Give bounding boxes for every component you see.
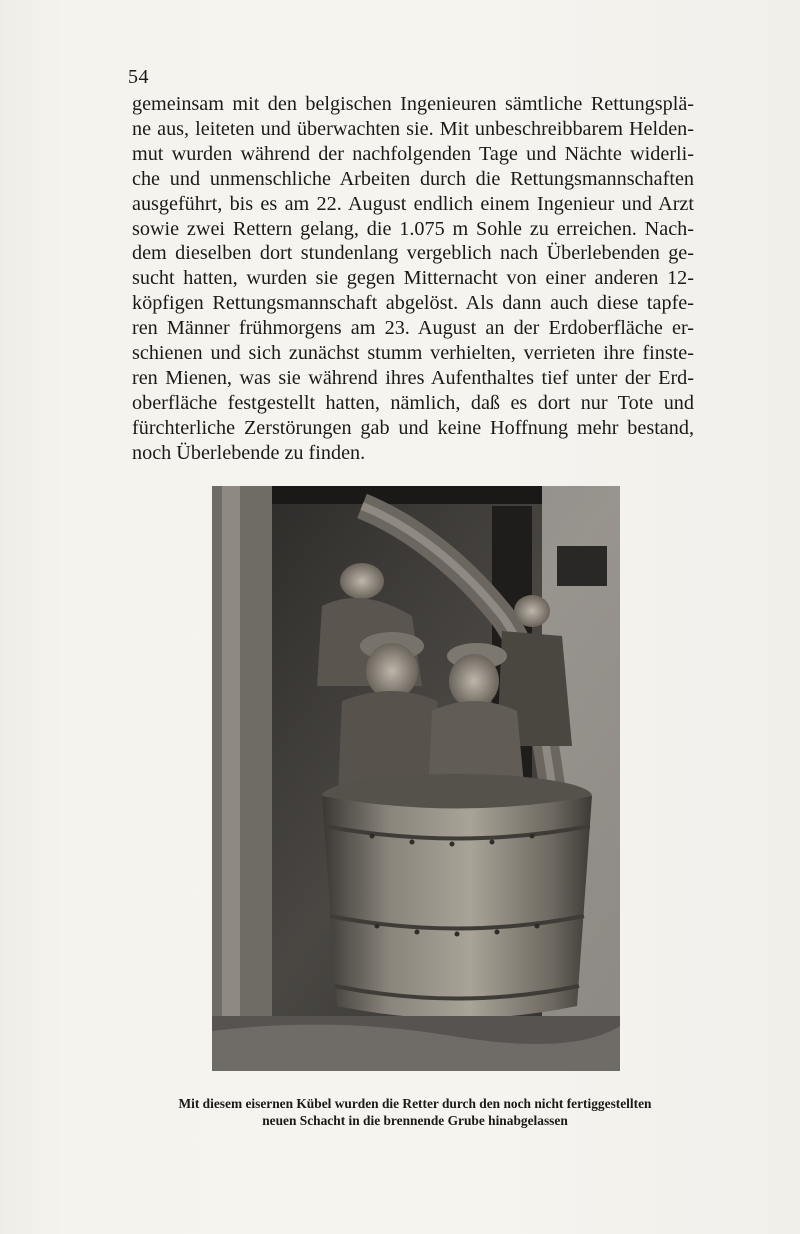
text-line: gemeinsam mit den belgischen Ingenieuren sämtliche Rettungsplä- (132, 93, 694, 115)
caption-line: Mit diesem eisernen Kübel wurden die Retter durch den noch nicht fertiggestellten (178, 1096, 652, 1111)
text-line: mut wurden während der nachfolgenden Tage und Nächte widerli- (132, 142, 694, 165)
text-line: köpfigen Rettungsmannschaft abgelöst. Als dann auch diese tapfe- (132, 292, 694, 315)
text-line: noch Überlebende zu finden. (132, 441, 366, 464)
body-paragraph (132, 92, 694, 466)
caption-line: neuen Schacht in die brennende Grube hinabgelassen (262, 1113, 568, 1128)
text-line: che und unmenschliche Arbeiten durch die Rettungsmannschaften (132, 167, 694, 190)
text-line: fürchterliche Zerstörungen gab und keine Hoffnung mehr bestand, (132, 416, 694, 439)
text-line: ren Männer frühmorgens am 23. August an der Erdoberfläche er- (132, 317, 694, 340)
photo-caption (120, 1095, 710, 1129)
text-line: ausgeführt, bis es am 22. August endlich einem Ingenieur und Arzt (132, 192, 694, 215)
text-line: ren Mienen, was sie während ihres Aufenthaltes tief unter der Erd- (132, 366, 694, 389)
photo-illustration (212, 486, 620, 1071)
text-line: ne aus, leiteten und überwachten sie. Mit unbeschreibbarem Helden- (132, 117, 694, 140)
rescue-bucket-photo (212, 486, 620, 1071)
text-line: schienen und sich zunächst stumm verhielten, verrieten ihre finste- (132, 342, 694, 365)
text-line: oberfläche festgestellt hatten, nämlich, daß es dort nur Tote und (132, 391, 694, 414)
text-line: sucht hatten, wurden sie gegen Mitternacht von einer anderen 12- (132, 267, 694, 290)
text-line: dem dieselben dort stundenlang vergeblich nach Überlebenden ge- (132, 242, 694, 265)
text-line: sowie zwei Rettern gelang, die 1.075 m Sohle zu erreichen. Nach- (132, 217, 694, 240)
page-number: 54 (128, 66, 149, 88)
